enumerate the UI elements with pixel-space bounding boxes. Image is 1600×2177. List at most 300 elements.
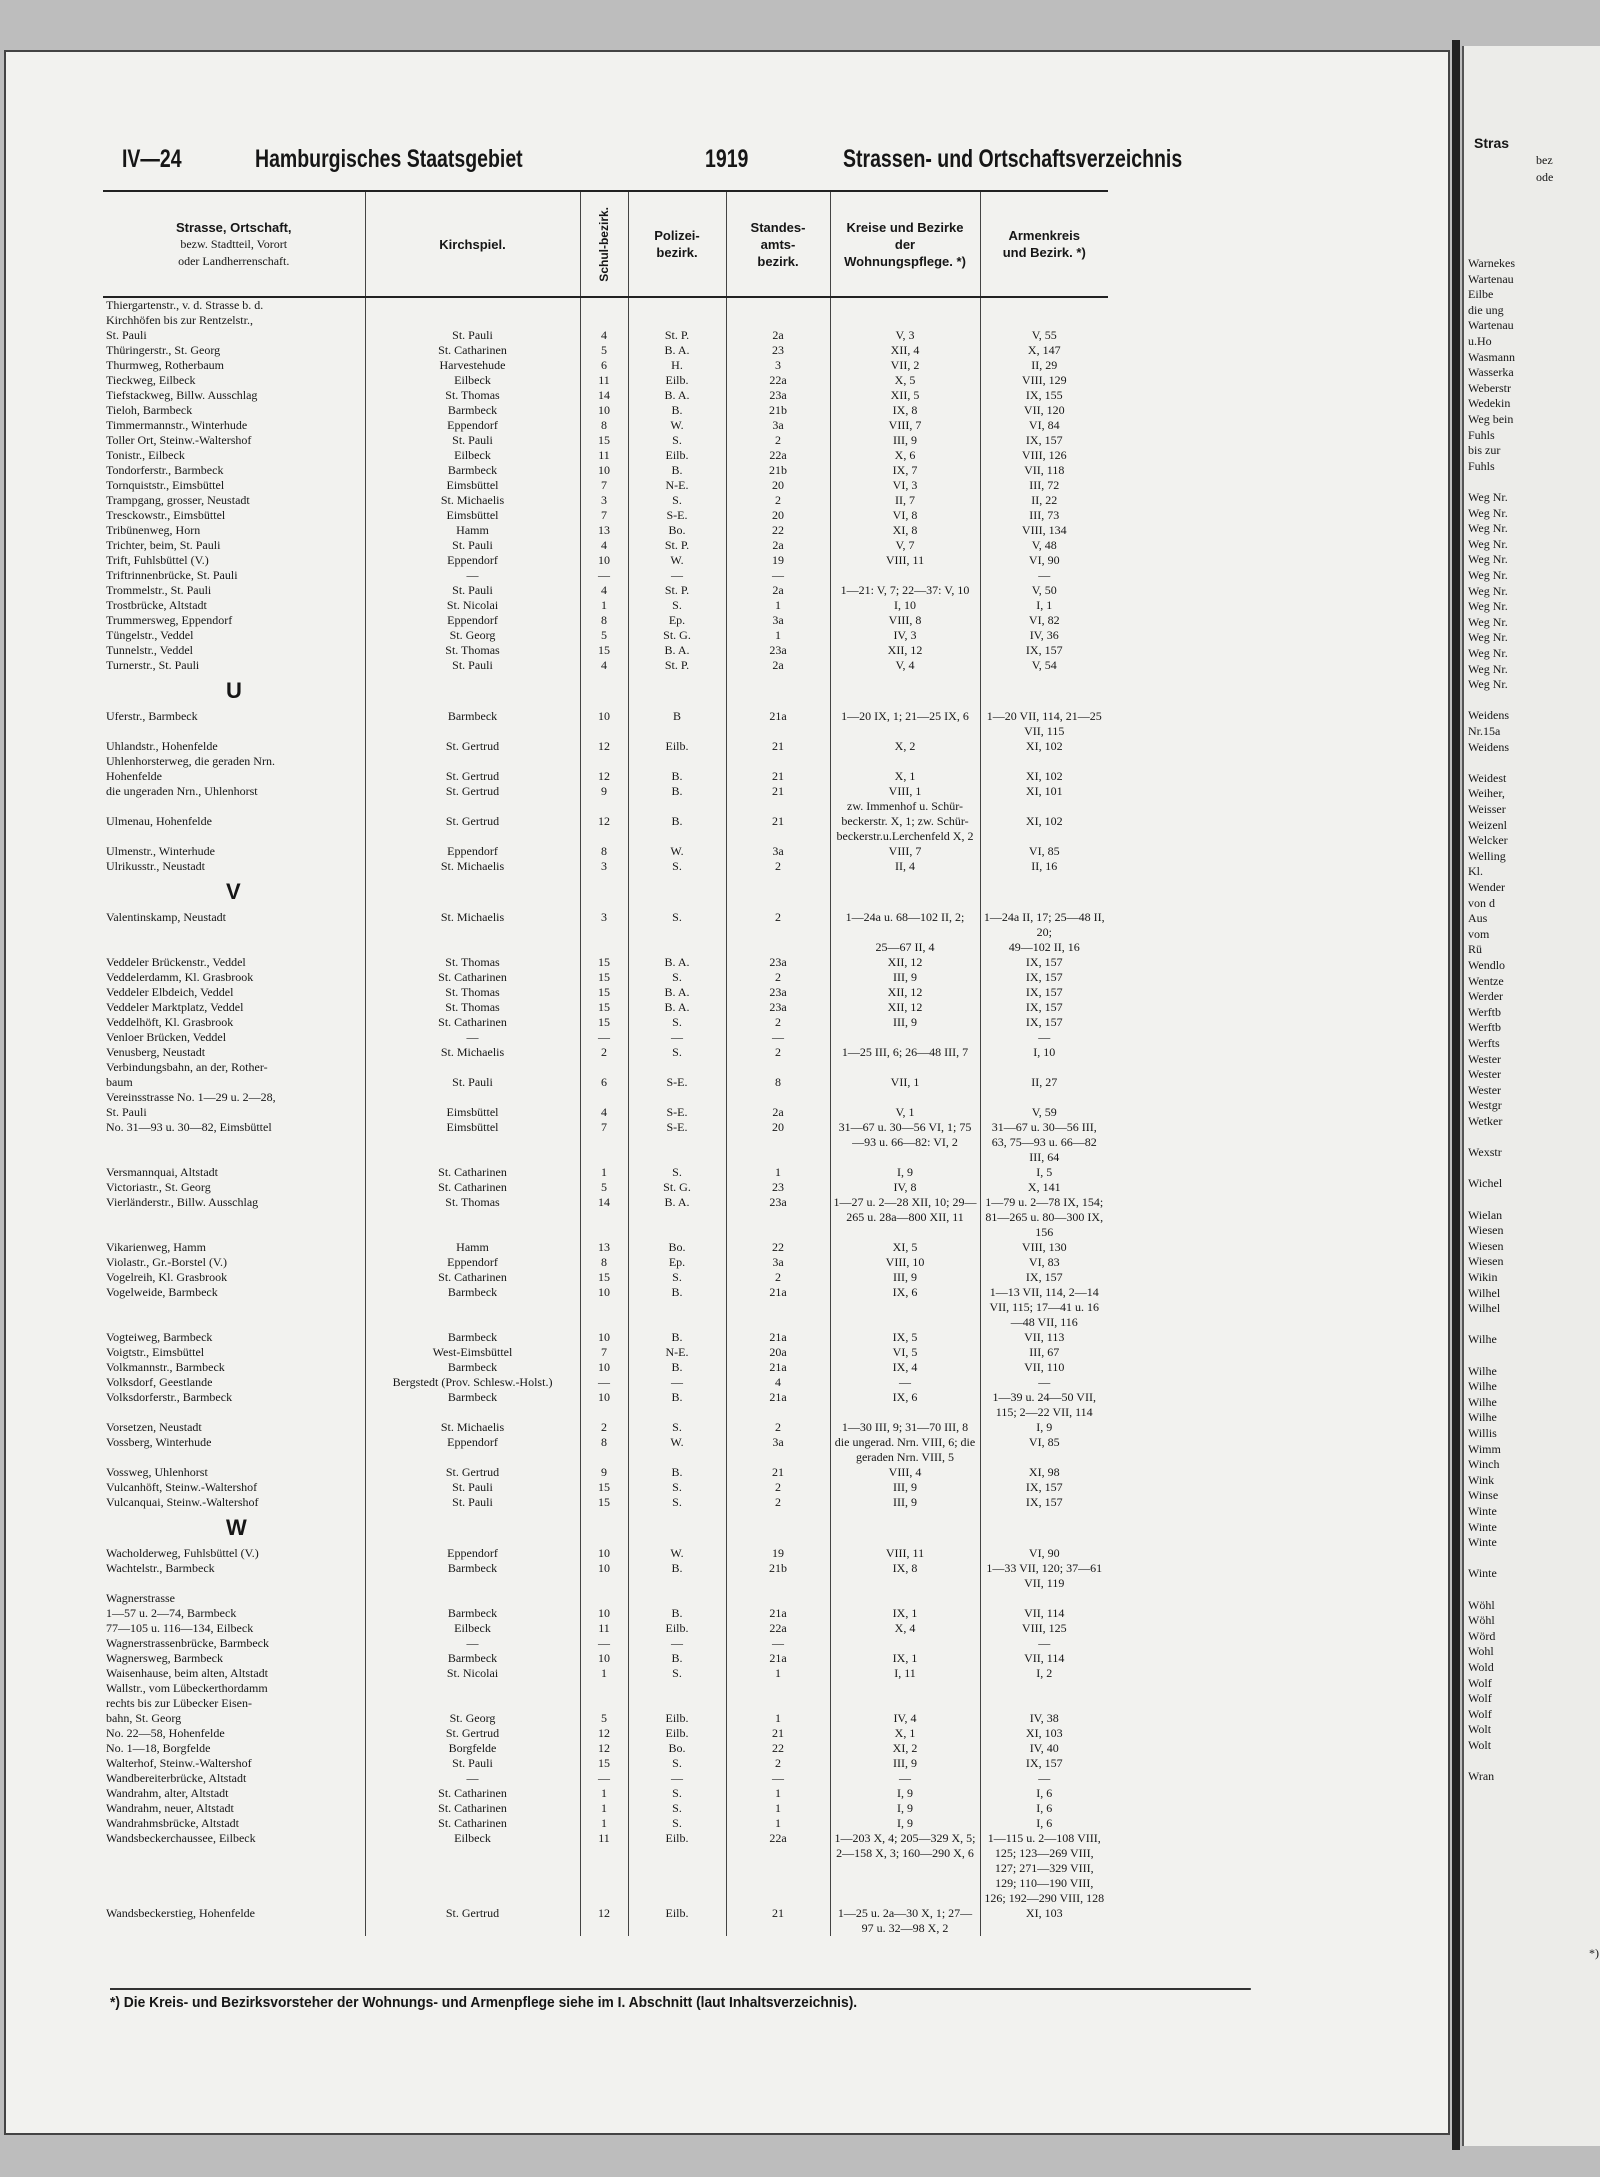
cell-housing: I, 9 [830,1165,980,1180]
cell-housing: IX, 8 [830,403,980,418]
cell-poor [980,799,1108,814]
cell-police: S. [628,1420,726,1435]
facing-line: Wohl [1468,1644,1494,1659]
facing-line: Werftb [1468,1004,1502,1019]
cell-police: B. [628,463,726,478]
cell-registry: 23a [726,955,830,970]
cell-housing: 1—30 III, 9; 31—70 III, 8 [830,1420,980,1435]
cell-parish: St. Catharinen [365,1816,580,1831]
facing-line: Welcker [1468,833,1508,848]
cell-police: S-E. [628,1105,726,1120]
cell-school [580,1681,628,1696]
cell-school: 15 [580,955,628,970]
cell-registry: 3 [726,358,830,373]
cell-registry: 21 [726,1726,830,1741]
cell-registry: 2a [726,583,830,598]
section-spacer [580,874,628,910]
cell-registry: 1 [726,1801,830,1816]
cell-police: B. A. [628,955,726,970]
cell-poor: II, 29 [980,358,1108,373]
facing-page-fragment [1462,46,1600,2146]
cell-street: Veddelhöft, Kl. Grasbrook [106,1015,234,1029]
facing-line: Weg Nr. [1468,521,1508,536]
letter-section-row [103,673,1108,709]
cell-housing: VII, 2 [830,358,980,373]
cell-police: B. A. [628,388,726,403]
table-row [103,628,1108,643]
cell-police: Eilb. [628,1621,726,1636]
cell-street: St. Pauli [106,328,147,342]
cell-police: S. [628,1270,726,1285]
cell-poor: IX, 157 [980,1756,1108,1771]
facing-line: Winch [1468,1457,1500,1472]
cell-school [580,1696,628,1711]
cell-housing: VIII, 7 [830,418,980,433]
cell-school: — [580,1636,628,1651]
cell-street: Uhlandstr., Hohenfelde [106,739,218,753]
cell-housing: VIII, 7 [830,844,980,859]
cell-school: 10 [580,1390,628,1420]
facing-line: die ung [1468,302,1504,317]
cell-housing [830,297,980,313]
cell-police: Ep. [628,1255,726,1270]
cell-police: Eilb. [628,373,726,388]
header-school [580,191,628,297]
cell-housing: I, 9 [830,1801,980,1816]
cell-housing: X, 1 [830,1726,980,1741]
cell-parish: St. Catharinen [365,1786,580,1801]
cell-parish: St. Thomas [365,388,580,403]
cell-registry: 23a [726,1195,830,1240]
cell-police: B. [628,1651,726,1666]
table-row [103,538,1108,553]
cell-school: 10 [580,1546,628,1561]
facing-line: Wold [1468,1660,1494,1674]
cell-registry: 21 [726,739,830,754]
cell-parish [365,297,580,313]
table-row [103,418,1108,433]
cell-street: bahn, St. Georg [106,1711,182,1725]
cell-poor: VII, 120 [980,403,1108,418]
table-row [103,739,1108,754]
table-row [103,1120,1108,1165]
cell-parish: — [365,1030,580,1045]
cell-housing: IV, 8 [830,1180,980,1195]
cell-housing: III, 9 [830,1495,980,1510]
section-letter-glyph: V [226,879,241,904]
cell-street: Uferstr., Barmbeck [106,709,198,723]
cell-school: 7 [580,1120,628,1165]
cell-poor: VI, 85 [980,844,1108,859]
cell-housing: XII, 12 [830,955,980,970]
cell-registry: 20 [726,478,830,493]
cell-housing [830,1060,980,1075]
table-row [103,493,1108,508]
table-row [103,1345,1108,1360]
cell-school: 7 [580,508,628,523]
table-row [103,508,1108,523]
cell-street: Versmannquai, Altstadt [106,1165,218,1179]
table-row [103,463,1108,478]
table-row [103,313,1108,328]
facing-line: Wexstr [1468,1145,1502,1160]
cell-parish: St. Catharinen [365,970,580,985]
cell-housing: X, 6 [830,448,980,463]
header-registry-2: amts- [760,236,796,252]
cell-housing: XI, 5 [830,1240,980,1255]
facing-line: Wilhe [1468,1394,1497,1409]
table-row [103,709,1108,739]
cell-parish: Barmbeck [365,1330,580,1345]
header-street-label: Strasse, Ortschaft, [175,219,292,235]
cell-police: S. [628,433,726,448]
cell-housing: XI, 2 [830,1741,980,1756]
cell-police: St. P. [628,583,726,598]
cell-poor: X, 141 [980,1180,1108,1195]
cell-housing: VI, 8 [830,508,980,523]
cell-police: St. P. [628,538,726,553]
cell-school: 11 [580,448,628,463]
section-title: Strassen- und Ortschaftsverzeichnis [843,145,1183,173]
cell-housing: VIII, 10 [830,1255,980,1270]
table-row [103,433,1108,448]
cell-registry: 23a [726,1000,830,1015]
table-row [103,328,1108,343]
table-row [103,1681,1108,1696]
table-row [103,297,1108,313]
cell-registry: 22 [726,1741,830,1756]
facing-line: Weg Nr. [1468,505,1508,520]
cell-school: 10 [580,1561,628,1591]
cell-parish: St. Nicolai [365,598,580,613]
cell-school: — [580,1375,628,1390]
facing-line: Weg Nr. [1468,614,1508,629]
cell-poor: I, 1 [980,598,1108,613]
cell-police: S. [628,1480,726,1495]
cell-poor: VII, 118 [980,463,1108,478]
cell-police: H. [628,358,726,373]
cell-school: 14 [580,388,628,403]
cell-parish: St. Pauli [365,433,580,448]
cell-parish: St. Pauli [365,583,580,598]
cell-street: Wandbereiterbrücke, Altstadt [106,1771,247,1785]
cell-registry: 21a [726,1390,830,1420]
cell-street: Wagnersweg, Barmbeck [106,1651,223,1665]
table-row [103,799,1108,814]
cell-poor: VIII, 125 [980,1621,1108,1636]
cell-parish: Eilbeck [365,448,580,463]
cell-registry: 23 [726,1180,830,1195]
cell-registry: 2a [726,538,830,553]
section-spacer [628,673,726,709]
cell-poor [980,1696,1108,1711]
table-row [103,1816,1108,1831]
cell-registry: 2 [726,970,830,985]
cell-street: Tunnelstr., Veddel [106,643,194,657]
cell-school: 13 [580,1240,628,1255]
cell-registry: 21 [726,769,830,784]
header-street [103,191,365,297]
facing-line: Wester [1468,1051,1502,1066]
cell-school: 8 [580,844,628,859]
table-row [103,553,1108,568]
cell-housing: V, 7 [830,538,980,553]
cell-street: Victoriastr., St. Georg [106,1180,211,1194]
cell-parish: St. Michaelis [365,910,580,940]
cell-parish: St. Georg [365,1711,580,1726]
table-row [103,478,1108,493]
cell-street: rechts bis zur Lübecker Eisen- [106,1696,252,1710]
cell-school: 3 [580,859,628,874]
cell-housing: VI, 3 [830,478,980,493]
cell-housing: VIII, 11 [830,553,980,568]
cell-poor: IX, 157 [980,955,1108,970]
cell-parish: St. Pauli [365,1480,580,1495]
cell-street: Valentinskamp, Neustadt [106,910,226,924]
cell-registry: 2a [726,1105,830,1120]
cell-school: 5 [580,1711,628,1726]
cell-registry: 23a [726,985,830,1000]
cell-housing: — [830,1771,980,1786]
facing-line: Nr.15a [1468,724,1501,738]
cell-housing: III, 9 [830,1480,980,1495]
cell-registry [726,799,830,814]
cell-school: 4 [580,658,628,673]
facing-line: Wedekin [1468,396,1511,411]
facing-line: Fuhls [1468,458,1495,473]
cell-parish: Eimsbüttel [365,508,580,523]
cell-police: St. G. [628,1180,726,1195]
cell-street: Kirchhöfen bis zur Rentzelstr., [106,313,253,327]
cell-poor: IX, 157 [980,1000,1108,1015]
cell-registry: 20a [726,1345,830,1360]
cell-school: 5 [580,628,628,643]
section-letter-glyph: W [226,1515,247,1540]
cell-parish: Borgfelde [365,1741,580,1756]
section-spacer [365,1510,580,1546]
header-parish: Kirchspiel. [365,191,580,297]
facing-line: Wöhl [1468,1613,1495,1628]
cell-police: B. A. [628,343,726,358]
table-row [103,1000,1108,1015]
table-row [103,814,1108,829]
cell-registry: — [726,1636,830,1651]
facing-line: Wran [1468,1769,1495,1784]
cell-parish: West-Eimsbüttel [365,1345,580,1360]
facing-line: Weg Nr. [1468,583,1508,598]
facing-header-3: ode [1536,170,1554,184]
cell-housing: IX, 6 [830,1390,980,1420]
facing-line: Wöhl [1468,1597,1495,1612]
cell-school: 14 [580,1195,628,1240]
cell-poor: 1—39 u. 24—50 VII, 115; 2—22 VII, 114 [980,1390,1108,1420]
cell-parish: Hamm [365,523,580,538]
cell-street: Wachtelstr., Barmbeck [106,1561,215,1575]
cell-poor: VI, 83 [980,1255,1108,1270]
cell-poor: XI, 103 [980,1906,1108,1936]
cell-poor: VIII, 126 [980,448,1108,463]
cell-school: 10 [580,1285,628,1330]
cell-street: Veddelerdamm, Kl. Grasbrook [106,970,254,984]
cell-poor: III, 73 [980,508,1108,523]
facing-line: Weg Nr. [1468,568,1508,582]
cell-registry: 2a [726,328,830,343]
cell-street: Tüngelstr., Veddel [106,628,194,642]
cell-poor: 1—20 VII, 114, 21—25 VII, 115 [980,709,1108,739]
cell-registry: 3a [726,844,830,859]
cell-street: Volkmannstr., Barmbeck [106,1360,225,1374]
cell-poor: VI, 90 [980,553,1108,568]
cell-school: 10 [580,463,628,478]
cell-police: B. [628,1390,726,1420]
cell-housing: III, 9 [830,1015,980,1030]
cell-parish: Eimsbüttel [365,478,580,493]
table-row [103,448,1108,463]
cell-police: S. [628,1666,726,1681]
facing-line: Weidens [1468,739,1510,754]
cell-police: S. [628,1165,726,1180]
cell-street: Veddeler Brückenstr., Veddel [106,955,246,969]
cell-police: Eilb. [628,1831,726,1906]
cell-school: 7 [580,478,628,493]
cell-registry: 3a [726,1255,830,1270]
cell-school: 12 [580,814,628,829]
facing-line: Wolf [1468,1675,1492,1690]
cell-registry: 22 [726,1240,830,1255]
cell-street: Tondorferstr., Barmbeck [106,463,224,477]
cell-police: S. [628,1045,726,1060]
cell-street: Wagnerstrassenbrücke, Barmbeck [106,1636,269,1650]
cell-school: 10 [580,1606,628,1621]
cell-poor [980,754,1108,769]
cell-parish: St. Thomas [365,1000,580,1015]
year: 1919 [705,145,749,173]
cell-parish: Eppendorf [365,1255,580,1270]
cell-police: St. P. [628,328,726,343]
cell-housing [830,1636,980,1651]
cell-housing: beckerstr.u.Lerchenfeld X, 2 [830,829,980,844]
cell-parish: Eppendorf [365,1435,580,1465]
table-row [103,1696,1108,1711]
cell-school: 9 [580,1465,628,1480]
cell-police: Eilb. [628,739,726,754]
cell-police: B. [628,1561,726,1591]
cell-poor: I, 9 [980,1420,1108,1435]
facing-line: Winte [1468,1519,1497,1534]
cell-street: Turnerstr., St. Pauli [106,658,200,672]
cell-street: Wallstr., vom Lübeckerthordamm [106,1681,268,1695]
table-row [103,1465,1108,1480]
cell-police [628,1681,726,1696]
table-row [103,955,1108,970]
table-row [103,583,1108,598]
cell-police: S-E. [628,1075,726,1090]
cell-registry: 23 [726,343,830,358]
cell-parish: St. Catharinen [365,1801,580,1816]
cell-parish: Barmbeck [365,1606,580,1621]
cell-street: Vogelweide, Barmbeck [106,1285,218,1299]
cell-poor [980,313,1108,328]
cell-poor [980,297,1108,313]
cell-street: Venloer Brücken, Veddel [106,1030,227,1044]
cell-poor: XI, 103 [980,1726,1108,1741]
cell-housing: III, 9 [830,1756,980,1771]
facing-line: Wichel [1468,1176,1503,1191]
cell-housing [830,1696,980,1711]
cell-street: Vossweg, Uhlenhorst [106,1465,208,1479]
cell-housing: X, 1 [830,769,980,784]
cell-street: Vierländerstr., Billw. Ausschlag [106,1195,259,1209]
cell-parish: Barmbeck [365,709,580,739]
cell-parish: Eppendorf [365,553,580,568]
facing-line: Werder [1468,989,1504,1004]
cell-police: — [628,1771,726,1786]
cell-housing: XII, 12 [830,985,980,1000]
cell-police: S. [628,1786,726,1801]
cell-registry: — [726,568,830,583]
cell-school: 8 [580,1435,628,1465]
table-row [103,1360,1108,1375]
cell-registry: 1 [726,1786,830,1801]
cell-police: B. A. [628,643,726,658]
facing-line: Wilhe [1468,1379,1497,1394]
cell-street: Trichter, beim, St. Pauli [106,538,221,552]
cell-housing [830,1090,980,1105]
cell-street: Vereinsstrasse No. 1—29 u. 2—28, [106,1090,276,1104]
cell-police: Bo. [628,1741,726,1756]
cell-police [628,297,726,313]
cell-registry [726,297,830,313]
cell-school: 1 [580,1801,628,1816]
facing-line: Weg Nr. [1468,630,1508,645]
cell-poor: IX, 157 [980,970,1108,985]
cell-street: die ungeraden Nrn., Uhlenhorst [106,784,258,798]
cell-school: 10 [580,1651,628,1666]
cell-parish: St. Pauli [365,658,580,673]
facing-line: Wolt [1468,1722,1492,1737]
table-row [103,1375,1108,1390]
facing-line: Winte [1468,1566,1497,1581]
cell-registry: 1 [726,628,830,643]
cell-school: 15 [580,1480,628,1495]
cell-registry: 21a [726,1360,830,1375]
cell-poor: IX, 157 [980,1480,1108,1495]
cell-housing: IX, 8 [830,1561,980,1591]
cell-poor: V, 50 [980,583,1108,598]
cell-housing: IV, 3 [830,628,980,643]
facing-line: Wilhe [1468,1332,1497,1347]
cell-registry [726,1696,830,1711]
cell-parish: Eppendorf [365,613,580,628]
cell-registry: 3a [726,418,830,433]
cell-poor: 49—102 II, 16 [980,940,1108,955]
cell-parish: St. Gertrud [365,784,580,799]
cell-poor: II, 22 [980,493,1108,508]
facing-line: Wilhe [1468,1410,1497,1425]
cell-police: B. A. [628,1195,726,1240]
cell-registry: 21b [726,1561,830,1591]
header-registry-3: bezirk. [757,253,799,269]
cell-school: 15 [580,985,628,1000]
cell-poor: — [980,1375,1108,1390]
cell-poor: IX, 157 [980,643,1108,658]
cell-street: Violastr., Gr.-Borstel (V.) [106,1255,228,1269]
cell-housing: — [830,1375,980,1390]
table-row [103,1165,1108,1180]
cell-street: Ulmenstr., Winterhude [106,844,215,858]
cell-registry: 21a [726,709,830,739]
cell-police [628,799,726,814]
